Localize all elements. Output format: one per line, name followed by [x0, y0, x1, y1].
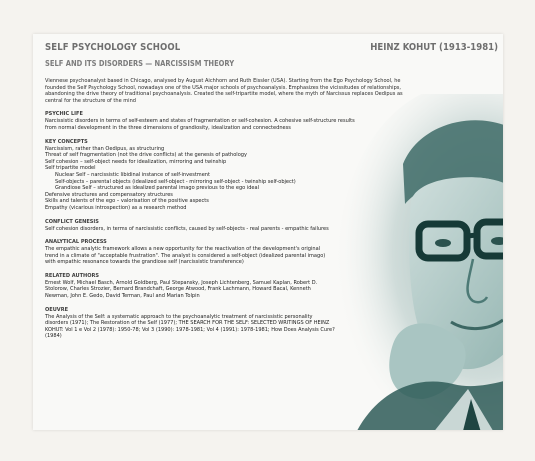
- section-title-conflict-genesis: CONFLICT GENESIS: [45, 218, 99, 225]
- section-title-key-concepts: KEY CONCEPTS: [45, 138, 88, 145]
- key-concept-line: Skills and talents of the ego – valorisation of the positive aspects: [45, 198, 209, 205]
- key-concept-subline: Grandiose Self – structured as idealized parental imago previous to the ego ideal: [55, 185, 259, 192]
- section-title-related-authors: RELATED AUTHORS: [45, 272, 100, 279]
- key-concept-line: Threat of self fragmentation (not the drive conflicts) at the genesis of pathology: [45, 152, 247, 159]
- school-title: SELF PSYCHOLOGY SCHOOL: [45, 42, 181, 53]
- section-body-related-authors: Ernest Wolf, Michael Basch, Arnold Goldberg, Paul Stepansky, Joseph Lichtenberg, Samuel Kaplan, Robert D. Stolorow, Charles Strozier, Bernard Brandchaft, George Atwood, Frank Lachmann, Howard Bacal, Kenneth Newman, John E. Gedo, David Terman, Paul and Marian Tolpin: [45, 279, 318, 300]
- key-concept-line: Self cohesion – self-object needs for idealization, mirroring and twinship: [45, 158, 227, 165]
- document-content: [45, 42, 500, 340]
- key-concept-subline: Nuclear Self – narcissistic libidinal instance of self-investment: [55, 171, 210, 178]
- subtitle: SELF AND ITS DISORDERS — NARCISSISM THEORY: [45, 59, 235, 68]
- intro-paragraph: Viennese psychoanalyst based in Chicago, analysed by August Aichhorn and Ruth Eissler (USA). Starting from the Ego Psychology School, he founded the Self Psychology School, nowadays one of the USA major schools of psychoanalysis. Emphasizes the vicissitudes of relationships, abandoning the drive theory of traditional psychoanalysis. Created the self-tripartite model, where the myth of Narcissus replaces Oedipus as central for the structure of the mind: [45, 78, 403, 104]
- key-concept-line: Narcissism, rather than Oedipus, as structuring: [45, 145, 165, 152]
- section-title-analytical-process: ANALYTICAL PROCESS: [45, 239, 107, 246]
- section-title-psychic-life: PSYCHIC LIFE: [45, 111, 83, 118]
- key-concept-line: Self tripartite model: [45, 165, 96, 172]
- key-concepts-list: [45, 146, 500, 212]
- section-title-oeuvre: OEUVRE: [45, 306, 69, 313]
- key-concept-line: Defensive structures and compensatory structures: [45, 191, 173, 198]
- key-concept-subline: Self-objects – parental objects (idealized self-object - mirroring self-object - twinship self-object): [55, 178, 296, 185]
- section-body-conflict-genesis: Self cohesion disorders, in terms of narcissistic conflicts, caused by self-objects - real parents - empathic failures: [45, 225, 329, 232]
- section-body-psychic-life: Narcissistic disorders in terms of self-esteem and states of fragmentation or self-cohesion. A cohesive self-structure results from normal development in the three dimensions of grandiosity, idealization and connectedness: [45, 118, 355, 131]
- author-name: HEINZ KOHUT (1913-1981): [370, 42, 498, 53]
- key-concept-line: Empathy (vicarious introspection) as a research method: [45, 204, 187, 211]
- header: [45, 42, 500, 58]
- document-card: [33, 34, 503, 430]
- section-body-analytical-process: The empathic analytic framework allows a new opportunity for the reactivation of the development's original trend in a climate of "acceptable frustration". The analyst is considered a self-object (idealized parental imago) with empathic resonance towards the grandiose self (narcissistic transference): [45, 246, 326, 266]
- section-body-oeuvre: The Analysis of the Self: a systematic approach to the psychoanalytic treatment of narcissistic personality disorders (1971); The Restoration of the Self (1977); THE SEARCH FOR THE SELF: SELECTED WRITINGS OF HEINZ KOHUT: Vol 1 e Vol 2 (1978): 1950-78; Vol 3 (1990): 1978-1981; Vol 4 (1991): 1978-1981; How Does Analysis Cure? (1984): [45, 313, 335, 340]
